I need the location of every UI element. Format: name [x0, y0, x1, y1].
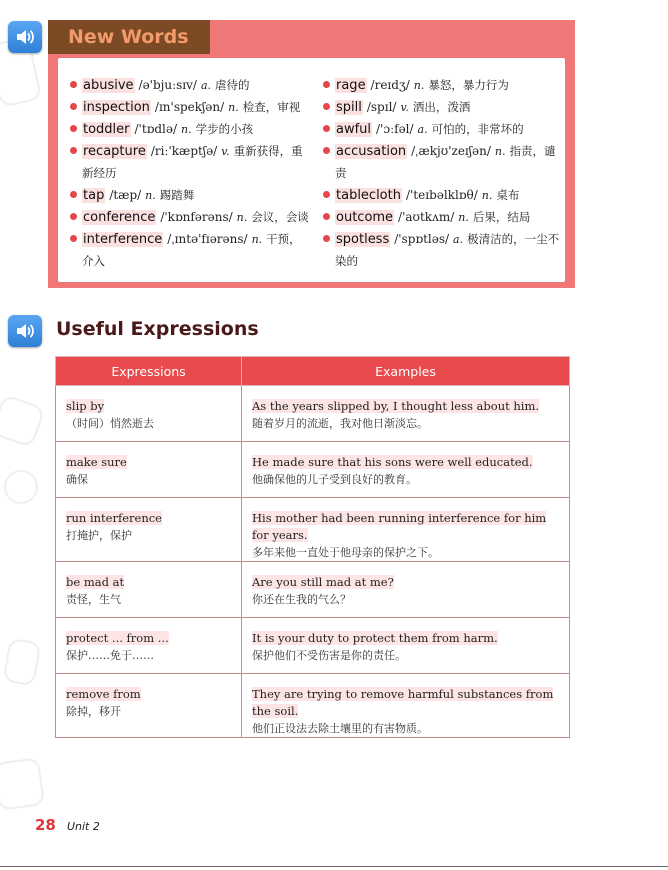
column-header-expressions: Expressions	[56, 357, 242, 386]
phonetic: /ɪn'spekʃən/	[154, 100, 225, 114]
page-footer	[35, 815, 100, 834]
example-translation: 他确保他的儿子受到良好的教育。	[252, 473, 417, 486]
vocab-word: outcome	[336, 210, 394, 225]
new-words-left-column	[70, 74, 310, 272]
expression-cell	[56, 386, 242, 442]
chinese-meaning: 洒出，泼洒	[412, 100, 471, 114]
part-of-speech: n.	[236, 211, 248, 224]
phonetic: /reɪdʒ/	[370, 78, 410, 92]
table-row	[56, 498, 570, 562]
expression-text: be mad at	[66, 575, 125, 589]
phonetic: /'tɒdlə/	[134, 122, 178, 136]
speaker-icon	[14, 27, 36, 47]
word-entry	[70, 140, 310, 184]
vocab-word: conference	[83, 210, 156, 225]
new-words-list	[58, 58, 565, 282]
word-entry	[323, 228, 563, 272]
example-translation: 多年来他一直处于他母亲的保护之下。	[252, 546, 439, 559]
expression-translation: 责怪，生气	[66, 593, 121, 606]
vocab-word: spotless	[336, 232, 390, 247]
phonetic: /ˌækjʊ'zeɪʃən/	[411, 144, 491, 158]
expression-cell	[56, 562, 242, 618]
vocab-word: recapture	[83, 144, 146, 159]
unit-label: Unit 2	[66, 820, 100, 833]
useful-expressions-audio-button[interactable]	[8, 315, 42, 347]
part-of-speech: n.	[145, 189, 156, 202]
phonetic: /'ɔːfəl/	[376, 122, 414, 136]
expression-translation: 打掩护，保护	[66, 529, 132, 542]
page-number: 28	[35, 816, 56, 834]
chinese-meaning: 重新获得，重新经历	[82, 144, 303, 180]
column-header-examples: Examples	[242, 357, 570, 386]
expression-text: run interference	[66, 511, 162, 525]
new-words-right-column	[323, 74, 563, 272]
chinese-meaning: 学步的小孩	[195, 122, 254, 136]
table-row	[56, 618, 570, 674]
example-translation: 随着岁月的流逝，我对他日渐淡忘。	[252, 417, 428, 430]
phonetic: /spɪl/	[366, 100, 397, 114]
part-of-speech: n.	[181, 123, 192, 136]
word-entry	[323, 118, 563, 140]
word-entry	[323, 74, 563, 96]
table-header-row	[56, 357, 570, 386]
example-cell	[242, 498, 570, 562]
phonetic: /riː'kæptʃə/	[150, 144, 218, 158]
chinese-meaning: 极清洁的，一尘不染的	[335, 232, 560, 268]
background-doodle	[0, 394, 46, 449]
example-cell	[242, 562, 570, 618]
table-row	[56, 442, 570, 498]
speaker-icon	[14, 321, 36, 341]
background-doodle	[2, 638, 41, 687]
example-sentence: As the years slipped by, I thought less about him.	[252, 399, 540, 413]
example-sentence: His mother had been running interference for him for years.	[252, 511, 547, 542]
vocab-word: inspection	[83, 100, 150, 115]
phonetic: /'teɪbəlklɒθ/	[405, 188, 478, 202]
new-words-audio-button[interactable]	[8, 21, 42, 53]
expression-cell	[56, 442, 242, 498]
expression-translation: （时间）悄然逝去	[66, 417, 154, 430]
word-entry	[323, 140, 563, 184]
example-sentence: He made sure that his sons were well educated.	[252, 455, 533, 469]
word-entry	[323, 184, 563, 206]
example-cell	[242, 618, 570, 674]
background-doodle	[0, 757, 45, 811]
vocab-word: abusive	[83, 78, 134, 93]
part-of-speech: a.	[453, 233, 464, 246]
new-words-title: New Words	[48, 20, 210, 54]
chinese-meaning: 虐待的	[215, 78, 250, 92]
part-of-speech: n.	[251, 233, 263, 246]
vocab-word: awful	[336, 122, 372, 137]
part-of-speech: v.	[400, 101, 409, 114]
chinese-meaning: 后果，结局	[472, 210, 531, 224]
part-of-speech: n.	[494, 145, 506, 158]
expression-text: protect ... from ...	[66, 631, 169, 645]
word-entry	[70, 74, 310, 96]
vocab-word: toddler	[83, 122, 130, 137]
word-entry	[70, 184, 310, 206]
phonetic: /tæp/	[109, 188, 142, 202]
expression-translation: 保护……免于……	[66, 649, 154, 662]
word-entry	[70, 96, 310, 118]
chinese-meaning: 桌布	[496, 188, 520, 202]
vocab-word: accusation	[336, 144, 407, 159]
example-cell	[242, 674, 570, 738]
expression-cell	[56, 674, 242, 738]
chinese-meaning: 暴怒，暴力行为	[428, 78, 509, 92]
expression-text: remove from	[66, 687, 141, 701]
expression-text: slip by	[66, 399, 105, 413]
chinese-meaning: 会议，会谈	[251, 210, 309, 224]
part-of-speech: n.	[481, 189, 493, 202]
vocab-word: spill	[336, 100, 362, 115]
word-entry	[70, 206, 310, 228]
vocab-word: tap	[83, 188, 105, 203]
chinese-meaning: 检查，审视	[242, 100, 301, 114]
word-entry	[323, 96, 563, 118]
vocab-word: tablecloth	[336, 188, 401, 203]
expression-translation: 确保	[66, 473, 88, 486]
example-translation: 你还在生我的气么？	[252, 593, 351, 606]
example-translation: 保护他们不受伤害是你的责任。	[252, 649, 406, 662]
phonetic: /'spɒtləs/	[394, 232, 450, 246]
chinese-meaning: 干预，介入	[82, 232, 301, 268]
phonetic: /'aʊtkʌm/	[398, 210, 455, 224]
vocab-word: rage	[336, 78, 366, 93]
word-entry	[70, 118, 310, 140]
part-of-speech: n.	[458, 211, 469, 224]
background-doodle	[4, 470, 38, 504]
useful-expressions-table	[55, 356, 570, 738]
part-of-speech: n.	[228, 101, 239, 114]
example-translation: 他们正设法去除土壤里的有害物质。	[252, 722, 428, 735]
part-of-speech: a.	[417, 123, 428, 136]
expression-translation: 除掉，移开	[66, 705, 121, 718]
table-row	[56, 386, 570, 442]
part-of-speech: v.	[221, 145, 230, 158]
part-of-speech: a.	[200, 79, 212, 92]
example-cell	[242, 442, 570, 498]
phonetic: /ə'bjuːsɪv/	[138, 78, 197, 92]
expression-cell	[56, 618, 242, 674]
vocab-word: interference	[83, 232, 163, 247]
example-cell	[242, 386, 570, 442]
bottom-rule	[0, 866, 668, 867]
expression-text: make sure	[66, 455, 127, 469]
chinese-meaning: 指责，谴责	[335, 144, 556, 180]
expression-cell	[56, 498, 242, 562]
table-row	[56, 562, 570, 618]
new-words-panel	[48, 20, 575, 288]
chinese-meaning: 可怕的，非常坏的	[431, 122, 524, 136]
chinese-meaning: 踢踏舞	[159, 188, 195, 202]
example-sentence: Are you still mad at me?	[252, 575, 394, 589]
part-of-speech: n.	[413, 79, 425, 92]
phonetic: /ˌɪntə'fɪərəns/	[167, 232, 248, 246]
word-entry	[323, 206, 563, 228]
phonetic: /'kɒnfərəns/	[160, 210, 233, 224]
useful-expressions-title: Useful Expressions	[56, 318, 259, 340]
example-sentence: They are trying to remove harmful substances from the soil.	[252, 687, 554, 718]
table-row	[56, 674, 570, 738]
word-entry	[70, 228, 310, 272]
example-sentence: It is your duty to protect them from harm.	[252, 631, 498, 645]
